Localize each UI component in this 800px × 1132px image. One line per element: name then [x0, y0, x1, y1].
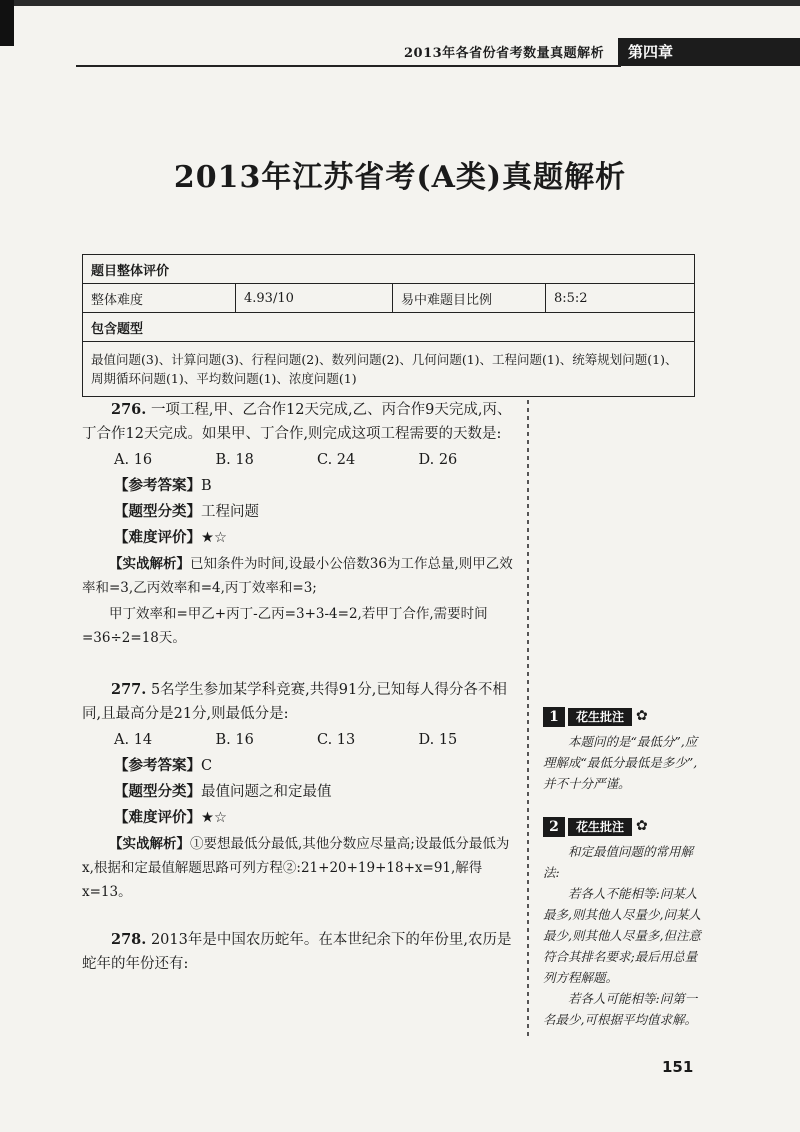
peanut-icon: ✿: [636, 708, 648, 724]
analysis-277: 【实战解析】①要想最低分最低,其他分数应尽量高;设最低分最低为x,根据和定最值解题思路可列方程②:21+20+19+18+x=91,解得x=13。: [82, 836, 510, 900]
question-text: 一项工程,甲、乙合作12天完成,乙、丙合作9天完成,丙、丁合作12天完成。如果甲、丁合作,则完成这项工程需要的天数是:: [82, 402, 512, 442]
option-a: A. 16: [114, 452, 153, 468]
category-277: 【题型分类】最值问题之和定最值: [114, 783, 332, 800]
question-number: 276.: [111, 401, 147, 418]
types-heading: 包含题型: [83, 313, 695, 342]
analysis-276: 【实战解析】已知条件为时间,设最小公倍数36为工作总量,则甲乙效率和=3,乙丙效率和=4,丙丁效率和=3;: [82, 556, 513, 596]
annotation-2: [543, 816, 703, 1030]
scan-top-edge: [0, 0, 800, 6]
question-277: [82, 678, 520, 726]
types-list: 最值问题(3)、计算问题(3)、行程问题(2)、数列问题(2)、几何问题(1)、工程问题(1)、统筹规划问题(1)、周期循环问题(1)、平均数问题(1)、浓度问题(1): [83, 342, 695, 397]
evaluation-table: [82, 254, 695, 397]
overall-eval-heading: 题目整体评价: [83, 255, 695, 284]
question-278: [82, 928, 520, 976]
question-number: 277.: [111, 681, 147, 698]
ratio-label: 易中难题目比例: [393, 284, 546, 313]
difficulty-value: 4.93/10: [236, 284, 393, 313]
note-label: 花生批注: [568, 818, 632, 836]
note-label: 花生批注: [568, 708, 632, 726]
rating-276: 【难度评价】★☆: [114, 529, 227, 546]
option-b: B. 16: [215, 732, 254, 748]
difficulty-label: 整体难度: [83, 284, 236, 313]
running-header: 2013年各省份省考数量真题解析: [404, 46, 605, 61]
question-text: 5名学生参加某学科竞赛,共得91分,已知每人得分各不相同,且最高分是21分,则最低分是:: [82, 682, 507, 722]
note-text: 若各人不能相等:问某人最多,则其他人尽量少,问某人最少,则其他人尽量多,但注意符合其排名要求;最后用总量列方程解题。: [543, 886, 701, 985]
annotation-1: [543, 706, 703, 794]
scan-corner-mark: [0, 0, 14, 46]
option-c: C. 24: [317, 452, 356, 468]
question-number: 278.: [111, 931, 147, 948]
chapter-tab: 第四章: [618, 38, 800, 66]
option-d: D. 15: [418, 732, 458, 748]
option-b: B. 18: [215, 452, 254, 468]
column-divider: [527, 400, 529, 1040]
page-title: 2013年江苏省考(A类)真题解析: [173, 160, 627, 195]
ratio-value: 8:5:2: [546, 284, 695, 313]
note-number: 2: [543, 817, 565, 837]
note-text: 若各人可能相等:问第一名最少,可根据平均值求解。: [543, 991, 698, 1027]
option-c: C. 13: [317, 732, 356, 748]
question-276: [82, 398, 520, 446]
note-text: 和定最值问题的常用解法:: [543, 844, 694, 880]
option-a: A. 14: [114, 732, 153, 748]
page-number: 151: [662, 1058, 694, 1076]
rating-277: 【难度评价】★☆: [114, 809, 227, 826]
option-d: D. 26: [418, 452, 458, 468]
main-column: [82, 398, 520, 976]
answer-277: 【参考答案】C: [114, 757, 213, 774]
note-number: 1: [543, 707, 565, 727]
question-text: 2013年是中国农历蛇年。在本世纪余下的年份里,农历是蛇年的年份还有:: [82, 932, 512, 972]
peanut-icon: ✿: [636, 818, 648, 834]
answer-276: 【参考答案】B: [114, 477, 212, 494]
note-text: 本题问的是“最低分”,应理解成“最低分最低是多少”,并不十分严谨。: [543, 734, 698, 791]
category-276: 【题型分类】工程问题: [114, 503, 259, 520]
options-277: [82, 728, 520, 752]
options-276: [82, 448, 520, 472]
analysis-276-cont: 甲丁效率和=甲乙+丙丁-乙丙=3+3-4=2,若甲丁合作,需要时间=36÷2=18天。: [82, 606, 488, 646]
header-rule: [76, 65, 621, 67]
